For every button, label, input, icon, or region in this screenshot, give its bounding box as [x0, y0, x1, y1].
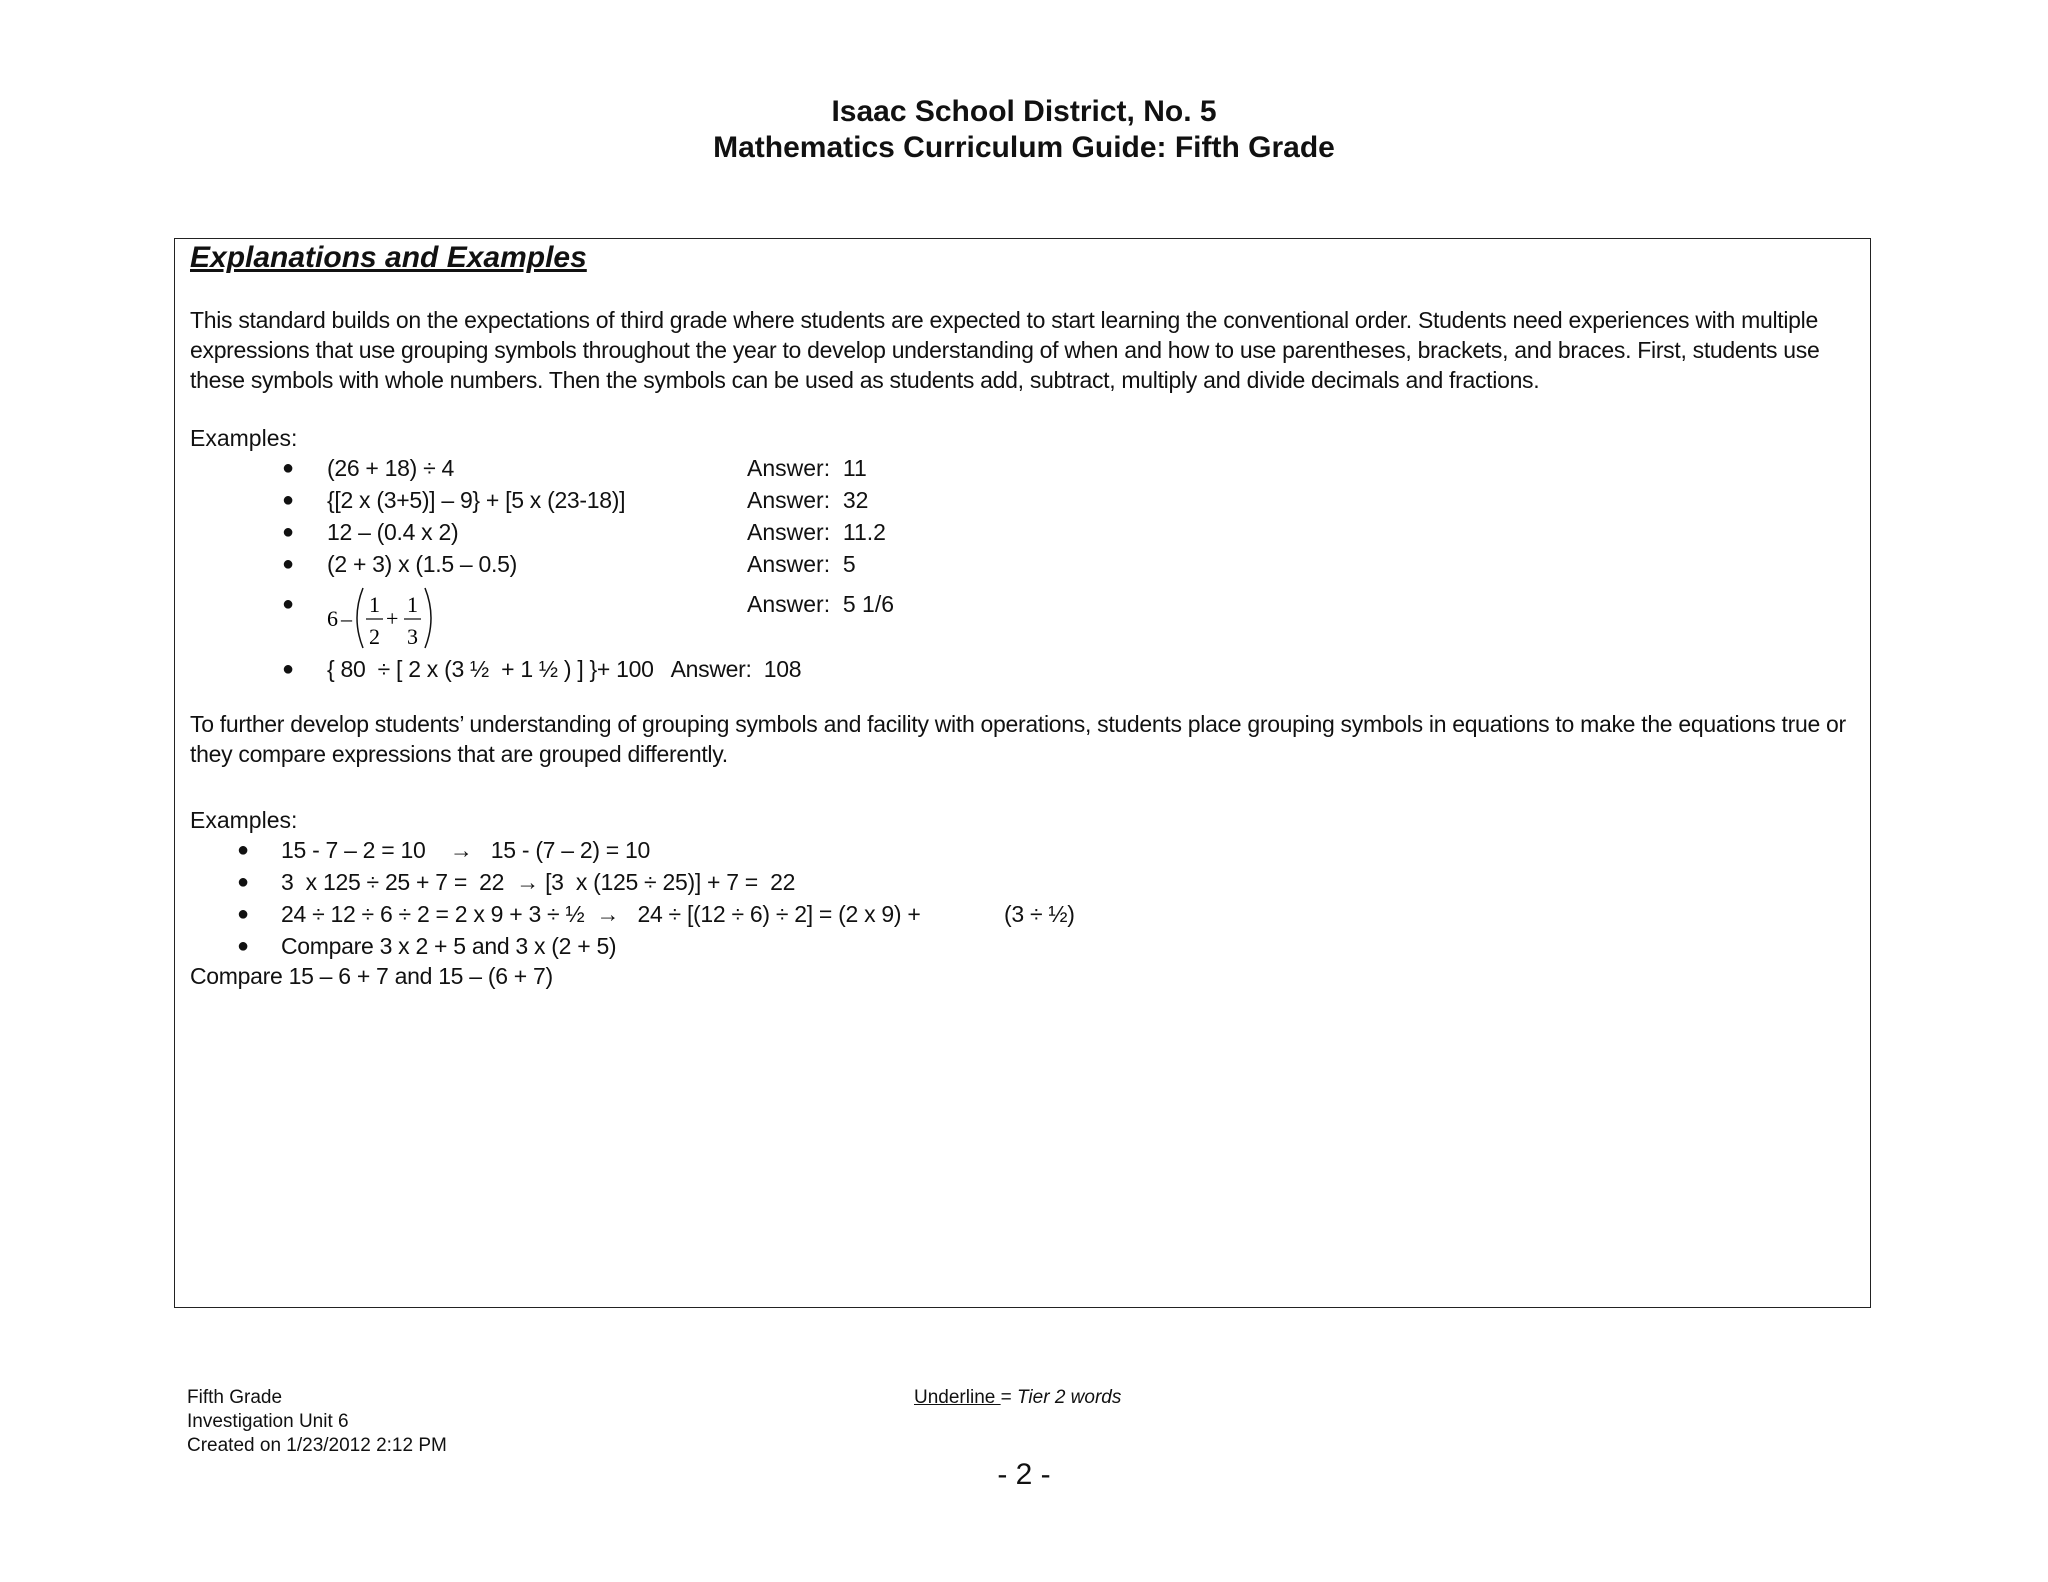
example-expression: { 80 ÷ [ 2 x (3 ½ + 1 ½ ) ] }+ 100 Answer: 108: [327, 656, 802, 682]
compare-line: Compare 15 – 6 + 7 and 15 – (6 + 7): [190, 963, 553, 989]
document-header: [0, 94, 2048, 166]
bullet-icon: ●: [237, 839, 250, 861]
explanations-box: [174, 238, 1871, 1308]
legend-underline-word: Underline: [914, 1387, 1001, 1408]
grouping-example: 24 ÷ 12 ÷ 6 ÷ 2 = 2 x 9 + 3 ÷ ½ → 24 ÷ [(12 ÷ 6) ÷ 2] = (2 x 9) +: [281, 901, 921, 927]
bullet-icon: ●: [282, 593, 295, 615]
example-answer: Answer: 11.2: [747, 519, 886, 545]
fraction-numerator-1: 1: [369, 592, 380, 617]
footer-unit: Investigation Unit 6: [187, 1411, 349, 1432]
example-expression: {[2 x (3+5)] – 9} + [5 x (23-18)]: [327, 487, 626, 513]
left-paren-icon: [357, 588, 363, 648]
footer-created: Created on 1/23/2012 2:12 PM: [187, 1435, 447, 1456]
fraction-numerator-2: 1: [407, 592, 418, 617]
footer-info: [187, 1386, 447, 1458]
examples-label: Examples:: [190, 425, 298, 451]
legend-tier-text: Tier 2 words: [1016, 1387, 1122, 1408]
bullet-icon: ●: [282, 489, 295, 511]
footer-grade: Fifth Grade: [187, 1387, 283, 1408]
example-answer: Answer: 5: [747, 551, 856, 577]
legend-equals: =: [1000, 1387, 1017, 1408]
grouping-example: 15 - 7 – 2 = 10 → 15 - (7 – 2) = 10: [281, 837, 650, 863]
grouping-example: 3 x 125 ÷ 25 + 7 = 22 → [3 x (125 ÷ 25)] + 7 = 22: [281, 869, 796, 895]
bullet-icon: ●: [282, 521, 295, 543]
example-answer: Answer: 5 1/6: [747, 591, 895, 617]
followup-paragraph: To further develop students’ understanding of grouping symbols and facility with operations, students place grouping symbols in equations to make the equations true or they compare expressions that are grouped differently.: [190, 711, 1846, 767]
bullet-icon: ●: [282, 553, 295, 575]
example-expression: 12 – (0.4 x 2): [327, 519, 459, 545]
bullet-icon: ●: [237, 871, 250, 893]
fraction-expression: [327, 584, 527, 654]
page-number: - 2 -: [997, 1458, 1051, 1491]
fraction-whole: 6: [327, 606, 338, 631]
grouping-example: Compare 3 x 2 + 5 and 3 x (2 + 5): [281, 933, 617, 959]
guide-title: Mathematics Curriculum Guide: Fifth Grade: [713, 131, 1335, 164]
right-paren-icon: [425, 588, 431, 648]
bullet-icon: ●: [282, 658, 295, 680]
example-expression: (2 + 3) x (1.5 – 0.5): [327, 551, 517, 577]
section-title: Explanations and Examples: [190, 241, 587, 274]
fraction-minus: –: [341, 606, 352, 631]
bullet-icon: ●: [282, 457, 295, 479]
examples-label: Examples:: [190, 807, 298, 833]
fraction-denominator-1: 2: [369, 624, 380, 649]
intro-paragraph: This standard builds on the expectations of third grade where students are expected to start learning the conventional order. Students need experiences with multiple expressions that use grouping symbols throughout the year to develop understanding of when and how to use parentheses, brackets, and braces. First, students use these symbols with whole numbers. Then the symbols can be used as students add, subtract, multiply and divide decimals and fractions.: [190, 307, 1820, 393]
fraction-denominator-2: 3: [407, 624, 418, 649]
bullet-icon: ●: [237, 903, 250, 925]
example-answer: Answer: 11: [747, 455, 867, 481]
footer-legend: [914, 1386, 1121, 1410]
grouping-example-tail: (3 ÷ ½): [1004, 901, 1075, 927]
fraction-plus: +: [386, 606, 399, 631]
example-answer: Answer: 32: [747, 487, 869, 513]
district-title: Isaac School District, No. 5: [831, 95, 1217, 128]
example-expression: (26 + 18) ÷ 4: [327, 455, 454, 481]
bullet-icon: ●: [237, 935, 250, 957]
